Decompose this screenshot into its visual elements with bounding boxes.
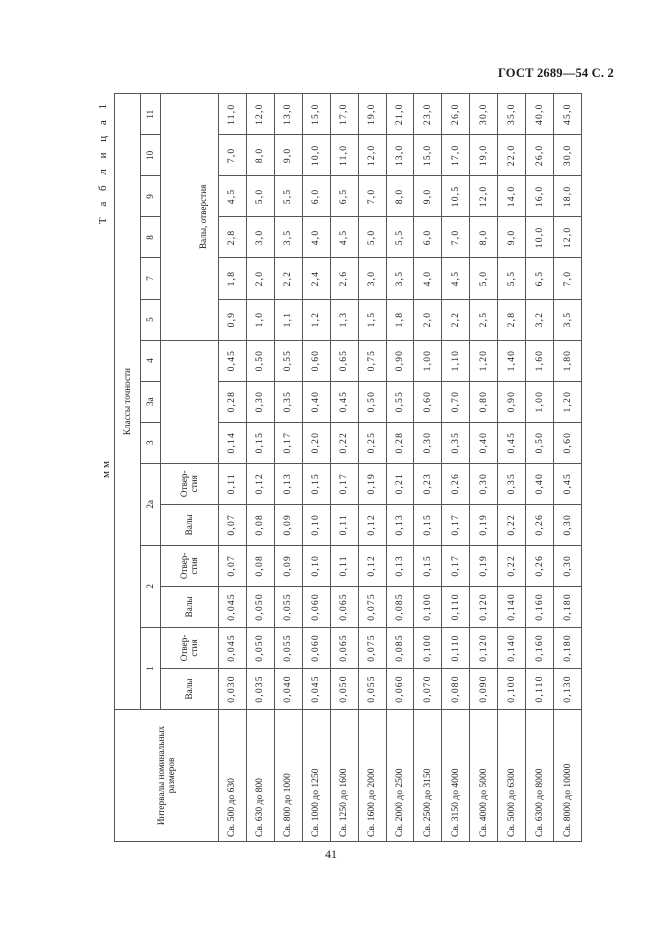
tolerance-value-cell: 10,5 bbox=[442, 176, 470, 217]
interval-cell: Св. 2000 до 2500 bbox=[386, 710, 414, 842]
table-row bbox=[274, 94, 302, 842]
tolerance-value-cell: 0,035 bbox=[246, 668, 274, 709]
tolerance-value-cell: 6,5 bbox=[526, 258, 554, 299]
tolerance-value-cell: 8,0 bbox=[470, 217, 498, 258]
tolerance-value-cell: 10,0 bbox=[526, 217, 554, 258]
tolerance-value-cell: 1,40 bbox=[498, 340, 526, 381]
tolerance-value-cell: 9,0 bbox=[274, 135, 302, 176]
document-header: ГОСТ 2689—54 С. 2 bbox=[497, 66, 614, 80]
header-class-5: 5 bbox=[141, 299, 161, 340]
header-class-10: 10 bbox=[141, 135, 161, 176]
tolerance-value-cell: 0,140 bbox=[498, 586, 526, 627]
tolerance-value-cell: 26,0 bbox=[442, 94, 470, 135]
tolerance-value-cell: 0,45 bbox=[554, 463, 582, 504]
tolerance-value-cell: 0,050 bbox=[246, 627, 274, 668]
tolerance-value-cell: 0,13 bbox=[386, 545, 414, 586]
tolerance-value-cell: 9,0 bbox=[414, 176, 442, 217]
tolerance-value-cell: 23,0 bbox=[414, 94, 442, 135]
table-row bbox=[386, 94, 414, 842]
table-frame bbox=[92, 94, 582, 842]
tolerance-value-cell: 0,17 bbox=[442, 545, 470, 586]
tolerance-value-cell: 8,0 bbox=[246, 135, 274, 176]
tolerance-value-cell: 7,0 bbox=[554, 258, 582, 299]
tolerance-value-cell: 5,5 bbox=[274, 176, 302, 217]
tolerance-value-cell: 0,07 bbox=[219, 504, 247, 545]
tolerance-value-cell: 1,8 bbox=[219, 258, 247, 299]
interval-cell: Св. 1000 до 1250 bbox=[302, 710, 330, 842]
tolerance-value-cell: 0,045 bbox=[302, 668, 330, 709]
tolerance-value-cell: 18,0 bbox=[554, 176, 582, 217]
tolerance-value-cell: 0,19 bbox=[470, 545, 498, 586]
tolerance-value-cell: 0,55 bbox=[386, 381, 414, 422]
tolerance-value-cell: 7,0 bbox=[358, 176, 386, 217]
interval-cell: Св. 3150 до 4000 bbox=[442, 710, 470, 842]
tolerance-value-cell: 0,26 bbox=[526, 545, 554, 586]
tolerance-value-cell: 4,5 bbox=[219, 176, 247, 217]
tolerance-value-cell: 1,8 bbox=[386, 299, 414, 340]
tolerance-value-cell: 4,5 bbox=[442, 258, 470, 299]
interval-cell: Св. 630 до 800 bbox=[246, 710, 274, 842]
tolerance-value-cell: 0,25 bbox=[358, 422, 386, 463]
table-row bbox=[219, 94, 247, 842]
tolerance-value-cell: 21,0 bbox=[386, 94, 414, 135]
tolerance-value-cell: 0,50 bbox=[246, 340, 274, 381]
tolerance-value-cell: 0,23 bbox=[414, 463, 442, 504]
tolerance-value-cell: 0,12 bbox=[358, 545, 386, 586]
tolerance-value-cell: 0,50 bbox=[358, 381, 386, 422]
tolerance-value-cell: 0,15 bbox=[414, 545, 442, 586]
tolerance-value-cell: 2,6 bbox=[330, 258, 358, 299]
tolerance-value-cell: 40,0 bbox=[526, 94, 554, 135]
tolerance-value-cell: 0,30 bbox=[554, 545, 582, 586]
tolerance-value-cell: 0,110 bbox=[442, 586, 470, 627]
tolerance-value-cell: 0,22 bbox=[330, 422, 358, 463]
tolerance-value-cell: 45,0 bbox=[554, 94, 582, 135]
tolerance-value-cell: 10,0 bbox=[302, 135, 330, 176]
tolerance-value-cell: 1,20 bbox=[470, 340, 498, 381]
tolerance-value-cell: 0,20 bbox=[302, 422, 330, 463]
table-row bbox=[554, 94, 582, 842]
tolerance-value-cell: 0,65 bbox=[330, 340, 358, 381]
tolerance-value-cell: 2,2 bbox=[442, 299, 470, 340]
tolerance-value-cell: 0,9 bbox=[219, 299, 247, 340]
header-class-3a: 3а bbox=[141, 381, 161, 422]
tolerance-value-cell: 0,60 bbox=[414, 381, 442, 422]
tolerance-value-cell: 0,19 bbox=[470, 504, 498, 545]
tolerance-value-cell: 2,8 bbox=[498, 299, 526, 340]
tolerance-value-cell: 0,30 bbox=[554, 504, 582, 545]
tolerance-value-cell: 1,10 bbox=[442, 340, 470, 381]
tolerance-value-cell: 0,075 bbox=[358, 627, 386, 668]
table-row bbox=[330, 94, 358, 842]
tolerance-value-cell: 6,0 bbox=[302, 176, 330, 217]
table-row bbox=[526, 94, 554, 842]
tolerance-value-cell: 0,160 bbox=[526, 627, 554, 668]
tolerance-value-cell: 0,085 bbox=[386, 586, 414, 627]
tolerance-value-cell: 1,80 bbox=[554, 340, 582, 381]
tolerance-value-cell: 11,0 bbox=[219, 94, 247, 135]
tolerance-value-cell: 0,09 bbox=[274, 545, 302, 586]
tolerance-value-cell: 0,26 bbox=[442, 463, 470, 504]
tolerance-value-cell: 12,0 bbox=[554, 217, 582, 258]
tolerance-value-cell: 14,0 bbox=[498, 176, 526, 217]
tolerance-value-cell: 15,0 bbox=[414, 135, 442, 176]
tolerance-value-cell: 7,0 bbox=[442, 217, 470, 258]
tolerance-table bbox=[114, 93, 582, 842]
tolerance-value-cell: 0,07 bbox=[219, 545, 247, 586]
table-row bbox=[246, 94, 274, 842]
tolerance-value-cell: 2,4 bbox=[302, 258, 330, 299]
tolerance-value-cell: 1,0 bbox=[246, 299, 274, 340]
tolerance-value-cell: 0,11 bbox=[330, 504, 358, 545]
interval-cell: Св. 1600 до 2000 bbox=[358, 710, 386, 842]
tolerance-value-cell: 0,050 bbox=[246, 586, 274, 627]
header-holes-2: Отвер-стия bbox=[161, 545, 219, 586]
tolerance-value-cell: 0,35 bbox=[274, 381, 302, 422]
tolerance-value-cell: 0,045 bbox=[219, 627, 247, 668]
tolerance-value-cell: 5,0 bbox=[246, 176, 274, 217]
tolerance-value-cell: 0,12 bbox=[358, 504, 386, 545]
tolerance-value-cell: 0,080 bbox=[442, 668, 470, 709]
tolerance-value-cell: 0,09 bbox=[274, 504, 302, 545]
table-body bbox=[219, 94, 582, 842]
tolerance-value-cell: 3,0 bbox=[358, 258, 386, 299]
tolerance-value-cell: 19,0 bbox=[470, 135, 498, 176]
tolerance-value-cell: 3,5 bbox=[554, 299, 582, 340]
table-row bbox=[470, 94, 498, 842]
tolerance-value-cell: 0,13 bbox=[386, 504, 414, 545]
tolerance-value-cell: 0,055 bbox=[274, 627, 302, 668]
table-row bbox=[358, 94, 386, 842]
tolerance-value-cell: 0,10 bbox=[302, 504, 330, 545]
tolerance-value-cell: 6,5 bbox=[330, 176, 358, 217]
tolerance-value-cell: 0,160 bbox=[526, 586, 554, 627]
tolerance-value-cell: 0,40 bbox=[526, 463, 554, 504]
tolerance-value-cell: 0,100 bbox=[498, 668, 526, 709]
tolerance-value-cell: 3,5 bbox=[274, 217, 302, 258]
tolerance-value-cell: 0,75 bbox=[358, 340, 386, 381]
tolerance-value-cell: 0,10 bbox=[302, 545, 330, 586]
tolerance-value-cell: 4,0 bbox=[414, 258, 442, 299]
tolerance-value-cell: 0,060 bbox=[386, 668, 414, 709]
tolerance-value-cell: 16,0 bbox=[526, 176, 554, 217]
table-row bbox=[302, 94, 330, 842]
tolerance-value-cell: 2,8 bbox=[219, 217, 247, 258]
tolerance-value-cell: 0,14 bbox=[219, 422, 247, 463]
table-row bbox=[442, 94, 470, 842]
tolerance-value-cell: 0,55 bbox=[274, 340, 302, 381]
tolerance-value-cell: 0,060 bbox=[302, 586, 330, 627]
tolerance-value-cell: 0,70 bbox=[442, 381, 470, 422]
tolerance-value-cell: 0,50 bbox=[526, 422, 554, 463]
tolerance-value-cell: 1,2 bbox=[302, 299, 330, 340]
interval-cell: Св. 2500 до 3150 bbox=[414, 710, 442, 842]
header-class-2: 2 bbox=[141, 545, 161, 627]
interval-cell: Св. 4000 до 5000 bbox=[470, 710, 498, 842]
tolerance-value-cell: 0,08 bbox=[246, 504, 274, 545]
tolerance-value-cell: 0,15 bbox=[302, 463, 330, 504]
tolerance-value-cell: 0,30 bbox=[246, 381, 274, 422]
tolerance-value-cell: 4,0 bbox=[302, 217, 330, 258]
tolerance-value-cell: 0,180 bbox=[554, 627, 582, 668]
table-number: Т а б л и ц а 1 bbox=[97, 100, 109, 225]
tolerance-value-cell: 3,5 bbox=[386, 258, 414, 299]
tolerance-value-cell: 1,3 bbox=[330, 299, 358, 340]
tolerance-value-cell: 0,15 bbox=[414, 504, 442, 545]
unit-label: мм bbox=[100, 458, 112, 478]
header-spacer bbox=[161, 94, 191, 340]
interval-cell: Св. 5000 до 6300 bbox=[498, 710, 526, 842]
header-class-2a: 2а bbox=[141, 463, 161, 545]
tolerance-value-cell: 2,0 bbox=[246, 258, 274, 299]
interval-cell: Св. 500 до 630 bbox=[219, 710, 247, 842]
tolerance-value-cell: 5,0 bbox=[470, 258, 498, 299]
tolerance-value-cell: 0,055 bbox=[358, 668, 386, 709]
tolerance-value-cell: 2,0 bbox=[414, 299, 442, 340]
tolerance-value-cell: 0,22 bbox=[498, 504, 526, 545]
header-intervals: Интервалы номинальных размеров bbox=[115, 710, 219, 842]
interval-cell: Св. 1250 до 1600 bbox=[330, 710, 358, 842]
tolerance-value-cell: 0,22 bbox=[498, 545, 526, 586]
tolerance-value-cell: 13,0 bbox=[386, 135, 414, 176]
tolerance-value-cell: 0,180 bbox=[554, 586, 582, 627]
tolerance-value-cell: 0,45 bbox=[219, 340, 247, 381]
rotated-table-area bbox=[92, 94, 582, 842]
tolerance-value-cell: 30,0 bbox=[554, 135, 582, 176]
tolerance-value-cell: 8,0 bbox=[386, 176, 414, 217]
tolerance-value-cell: 0,80 bbox=[470, 381, 498, 422]
tolerance-value-cell: 0,140 bbox=[498, 627, 526, 668]
tolerance-value-cell: 0,35 bbox=[498, 463, 526, 504]
tolerance-value-cell: 1,00 bbox=[526, 381, 554, 422]
tolerance-value-cell: 0,070 bbox=[414, 668, 442, 709]
tolerance-value-cell: 0,120 bbox=[470, 627, 498, 668]
tolerance-value-cell: 1,1 bbox=[274, 299, 302, 340]
header-blank bbox=[161, 340, 219, 463]
tolerance-value-cell: 17,0 bbox=[442, 135, 470, 176]
tolerance-value-cell: 0,065 bbox=[330, 627, 358, 668]
tolerance-value-cell: 0,45 bbox=[498, 422, 526, 463]
header-class-1: 1 bbox=[141, 627, 161, 709]
tolerance-value-cell: 2,2 bbox=[274, 258, 302, 299]
tolerance-value-cell: 12,0 bbox=[246, 94, 274, 135]
tolerance-value-cell: 26,0 bbox=[526, 135, 554, 176]
tolerance-value-cell: 0,40 bbox=[302, 381, 330, 422]
tolerance-value-cell: 13,0 bbox=[274, 94, 302, 135]
header-class-11: 11 bbox=[141, 94, 161, 135]
tolerance-value-cell: 0,085 bbox=[386, 627, 414, 668]
tolerance-value-cell: 0,100 bbox=[414, 586, 442, 627]
interval-cell: Св. 6300 до 8000 bbox=[526, 710, 554, 842]
tolerance-value-cell: 7,0 bbox=[219, 135, 247, 176]
header-class-7: 7 bbox=[141, 258, 161, 299]
tolerance-value-cell: 0,28 bbox=[386, 422, 414, 463]
tolerance-value-cell: 0,120 bbox=[470, 586, 498, 627]
tolerance-value-cell: 0,11 bbox=[219, 463, 247, 504]
tolerance-value-cell: 0,60 bbox=[302, 340, 330, 381]
tolerance-value-cell: 0,45 bbox=[330, 381, 358, 422]
tolerance-value-cell: 1,00 bbox=[414, 340, 442, 381]
header-shafts-2a: Валы bbox=[161, 504, 219, 545]
tolerance-value-cell: 0,045 bbox=[219, 586, 247, 627]
tolerance-value-cell: 5,0 bbox=[358, 217, 386, 258]
tolerance-value-cell: 0,28 bbox=[219, 381, 247, 422]
tolerance-value-cell: 11,0 bbox=[330, 135, 358, 176]
tolerance-value-cell: 5,5 bbox=[386, 217, 414, 258]
tolerance-value-cell: 0,26 bbox=[526, 504, 554, 545]
tolerance-value-cell: 12,0 bbox=[358, 135, 386, 176]
header-holes-1: Отвер-стия bbox=[161, 627, 219, 668]
tolerance-value-cell: 0,050 bbox=[330, 668, 358, 709]
tolerance-value-cell: 0,17 bbox=[442, 504, 470, 545]
tolerance-value-cell: 6,0 bbox=[414, 217, 442, 258]
tolerance-value-cell: 0,11 bbox=[330, 545, 358, 586]
tolerance-value-cell: 0,130 bbox=[554, 668, 582, 709]
tolerance-value-cell: 0,075 bbox=[358, 586, 386, 627]
tolerance-value-cell: 0,065 bbox=[330, 586, 358, 627]
tolerance-value-cell: 17,0 bbox=[330, 94, 358, 135]
tolerance-value-cell: 0,100 bbox=[414, 627, 442, 668]
table-row bbox=[414, 94, 442, 842]
tolerance-value-cell: 0,110 bbox=[442, 627, 470, 668]
tolerance-value-cell: 0,21 bbox=[386, 463, 414, 504]
tolerance-value-cell: 0,055 bbox=[274, 586, 302, 627]
tolerance-value-cell: 0,12 bbox=[246, 463, 274, 504]
page-number: 41 bbox=[325, 847, 337, 861]
interval-cell: Св. 8000 до 10000 bbox=[554, 710, 582, 842]
tolerance-value-cell: 0,060 bbox=[302, 627, 330, 668]
tolerance-value-cell: 3,0 bbox=[246, 217, 274, 258]
tolerance-value-cell: 9,0 bbox=[498, 217, 526, 258]
tolerance-value-cell: 0,090 bbox=[470, 668, 498, 709]
header-shafts-1: Валы bbox=[161, 668, 219, 709]
header-shafts-holes: Валы, отверстия bbox=[191, 94, 219, 340]
tolerance-value-cell: 0,15 bbox=[246, 422, 274, 463]
tolerance-value-cell: 0,030 bbox=[219, 668, 247, 709]
tolerance-value-cell: 0,13 bbox=[274, 463, 302, 504]
tolerance-value-cell: 0,17 bbox=[330, 463, 358, 504]
header-class-9: 9 bbox=[141, 176, 161, 217]
header-shafts-2: Валы bbox=[161, 586, 219, 627]
tolerance-value-cell: 0,17 bbox=[274, 422, 302, 463]
tolerance-value-cell: 1,5 bbox=[358, 299, 386, 340]
tolerance-value-cell: 0,30 bbox=[470, 463, 498, 504]
tolerance-value-cell: 4,5 bbox=[330, 217, 358, 258]
header-holes-2a: Отвер-стия bbox=[161, 463, 219, 504]
tolerance-value-cell: 22,0 bbox=[498, 135, 526, 176]
tolerance-value-cell: 0,040 bbox=[274, 668, 302, 709]
header-class-8: 8 bbox=[141, 217, 161, 258]
tolerance-value-cell: 0,110 bbox=[526, 668, 554, 709]
tolerance-value-cell: 0,90 bbox=[386, 340, 414, 381]
tolerance-value-cell: 0,60 bbox=[554, 422, 582, 463]
tolerance-value-cell: 19,0 bbox=[358, 94, 386, 135]
header-class-3: 3 bbox=[141, 422, 161, 463]
tolerance-value-cell: 15,0 bbox=[302, 94, 330, 135]
tolerance-value-cell: 0,35 bbox=[442, 422, 470, 463]
tolerance-value-cell: 0,08 bbox=[246, 545, 274, 586]
tolerance-value-cell: 12,0 bbox=[470, 176, 498, 217]
tolerance-value-cell: 0,40 bbox=[470, 422, 498, 463]
tolerance-value-cell: 1,60 bbox=[526, 340, 554, 381]
tolerance-value-cell: 1,20 bbox=[554, 381, 582, 422]
tolerance-value-cell: 0,90 bbox=[498, 381, 526, 422]
header-class-4: 4 bbox=[141, 340, 161, 381]
header-accuracy-classes: Классы точности bbox=[115, 94, 141, 710]
tolerance-value-cell: 2,5 bbox=[470, 299, 498, 340]
tolerance-value-cell: 0,19 bbox=[358, 463, 386, 504]
tolerance-value-cell: 5,5 bbox=[498, 258, 526, 299]
table-row bbox=[498, 94, 526, 842]
interval-cell: Св. 800 до 1000 bbox=[274, 710, 302, 842]
tolerance-value-cell: 0,30 bbox=[414, 422, 442, 463]
tolerance-value-cell: 3,2 bbox=[526, 299, 554, 340]
tolerance-value-cell: 30,0 bbox=[470, 94, 498, 135]
tolerance-value-cell: 35,0 bbox=[498, 94, 526, 135]
